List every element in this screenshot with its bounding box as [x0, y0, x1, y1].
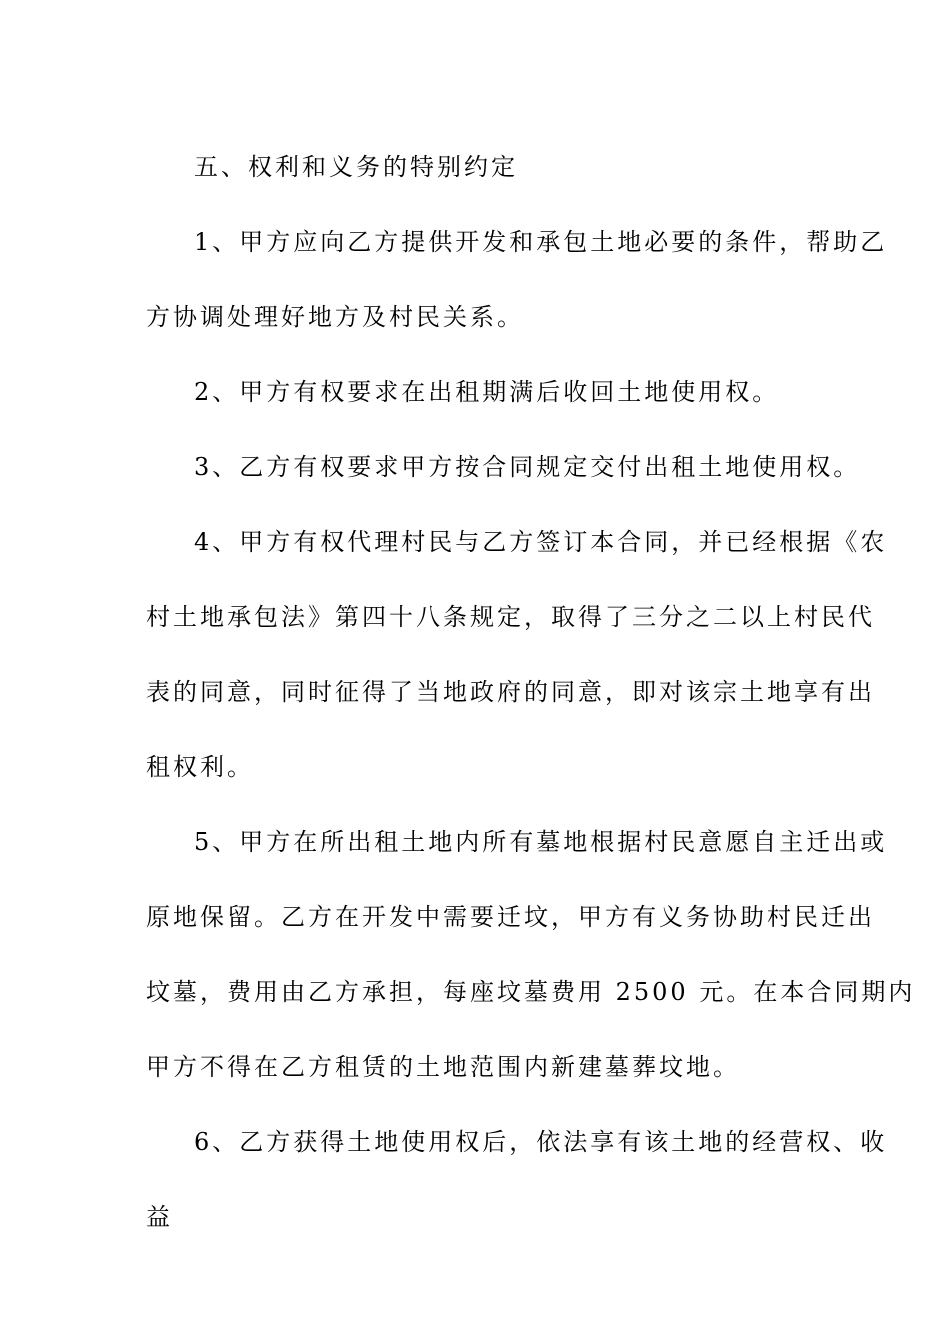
text-line: 坟墓，费用由乙方承担，每座坟墓费用 2500 元。在本合同期内	[146, 978, 916, 1006]
text-line: 4、甲方有权代理村民与乙方签订本合同，并已经根据《农	[194, 528, 888, 556]
text-line: 3、乙方有权要求甲方按合同规定交付出租土地使用权。	[194, 453, 861, 481]
text-line: 方协调处理好地方及村民关系。	[146, 303, 524, 331]
text-line: 原地保留。乙方在开发中需要迁坟，甲方有义务协助村民迁出	[146, 903, 875, 931]
text-line: 表的同意，同时征得了当地政府的同意，即对该宗土地享有出	[146, 678, 875, 706]
text-line: 益	[146, 1203, 173, 1231]
text-line: 甲方不得在乙方租赁的土地范围内新建墓葬坟地。	[146, 1053, 740, 1081]
text-line: 6、乙方获得土地使用权后，依法享有该土地的经营权、收	[194, 1128, 888, 1156]
text-line: 2、甲方有权要求在出租期满后收回土地使用权。	[194, 378, 780, 406]
section-heading: 五、权利和义务的特别约定	[194, 153, 518, 181]
text-line: 5、甲方在所出租土地内所有墓地根据村民意愿自主迁出或	[194, 828, 888, 856]
text-line: 村土地承包法》第四十八条规定，取得了三分之二以上村民代	[146, 603, 875, 631]
text-line: 租权利。	[146, 753, 254, 781]
document-body	[146, 130, 916, 1255]
text-line: 1、甲方应向乙方提供开发和承包土地必要的条件，帮助乙	[194, 228, 888, 256]
